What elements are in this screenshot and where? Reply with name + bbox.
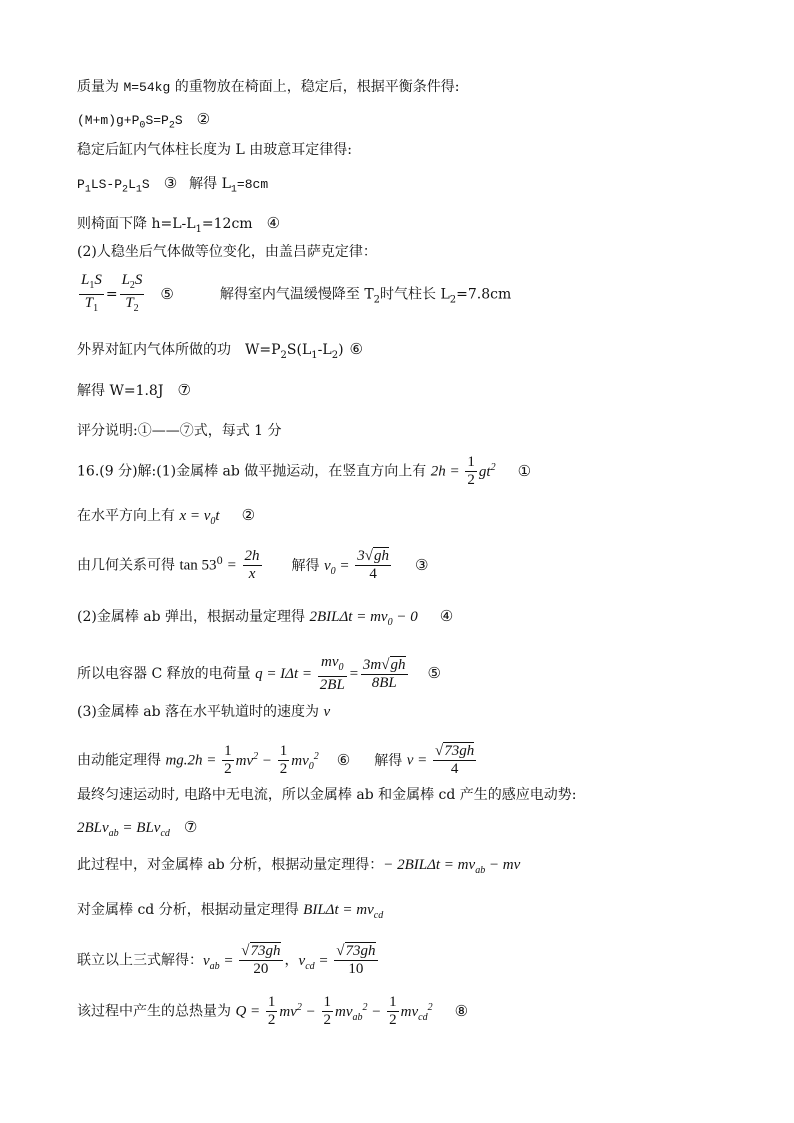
text: (3)金属棒 ab 落在水平轨道时的速度为 [77, 704, 324, 720]
equation-3 [77, 174, 268, 200]
sub: 1 [230, 184, 237, 196]
equation-marker-4: ④ [439, 607, 454, 625]
text: S [174, 113, 183, 128]
text: S [141, 177, 150, 192]
fraction: $\frac{√73gh}{20}$ [241, 943, 281, 977]
problem-16-line-1: 16.(9 分)解:(1)金属棒 ab 做平抛运动，在竖直方向上有 2h = $\frac{1}{2}$ $gt^2$ ① [77, 454, 532, 488]
problem-16-line-2: 在水平方向上有 $x = v_0t$ ② [77, 506, 256, 527]
problem-16-line-8 [77, 786, 577, 804]
text: (2)人稳坐后气体做等位变化，由盖吕萨克定律： [77, 244, 377, 260]
text: =12cm [201, 216, 253, 232]
equation-5 [77, 272, 511, 317]
equation-marker-3: ③ [415, 555, 429, 574]
text: 时气柱长 L [380, 286, 450, 303]
text: M=54kg [123, 80, 171, 95]
text: 则椅面下降 h=L-L [77, 216, 196, 232]
sub: 2 [331, 349, 339, 361]
fraction: $\frac{1}{2}$ [224, 743, 232, 777]
problem-16-line-11: 对金属棒 cd 分析，根据动量定理得 $BIL\Delta t = mv_{cd}$ [77, 902, 384, 921]
text: 稳定后缸内气体柱长度为 L 由玻意耳定律得: [77, 142, 352, 158]
text-line-1 [77, 78, 459, 97]
text: 解得 L [189, 176, 231, 192]
problem-16-line-5: 所以电容器 C 释放的电荷量 q = IΔt = $\frac{mv_0}{2BL}$ = $\frac{3m√gh}{8BL}$ ⑤ [77, 654, 441, 693]
sub: 2 [168, 120, 175, 132]
equation-4 [77, 214, 280, 239]
text: (M+m)g+P [77, 113, 140, 128]
text: 解得室内气温缓慢降至 T [219, 286, 374, 303]
text: =7.8cm [456, 286, 512, 303]
equation-marker-6: ⑥ [349, 340, 363, 358]
equation-marker-5: ⑤ [427, 664, 441, 682]
text: 所以电容器 C 释放的电荷量 [77, 666, 256, 682]
text: 对金属棒 cd 分析，根据动量定理得 [77, 902, 304, 918]
equation-2 [77, 110, 210, 136]
problem-16-line-13: 该过程中产生的总热量为 Q = $\frac{1}{2}$ $mv^2$ − $\frac{1}{2}$ $mv_{ab}^2$ − $\frac{1}{2}$ $mv_{cd}^2$ ⑧ [77, 994, 469, 1028]
text-line-3 [77, 141, 352, 159]
sub: 1 [135, 184, 142, 196]
text: 质量为 [77, 79, 124, 95]
equation-marker-1: ① [517, 461, 532, 480]
text: 该过程中产生的总热量为 [77, 1003, 236, 1020]
text: 评分说明:①——⑦式，每式 1 分 [77, 423, 282, 439]
text: 的重物放在椅面上，稳定后，根据平衡条件得: [170, 79, 460, 95]
fraction: $\frac{1}{2}$ [279, 743, 288, 777]
sub: 1 [84, 184, 91, 196]
fraction: $\frac{1}{2}$ [467, 454, 475, 488]
fraction: $\frac{3m√gh}{8BL}$ [362, 656, 406, 691]
fraction: $\frac{L_1S}{T_1}$ [81, 272, 102, 314]
text: 16.(9 分)解:(1)金属棒 ab 做平抛运动，在竖直方向上有 [77, 463, 431, 480]
text: 由几何关系可得 [77, 557, 180, 574]
text: = [105, 286, 118, 303]
fraction: $\frac{1}{2}$ [267, 994, 276, 1028]
text: 在水平方向上有 [77, 508, 180, 524]
text: 最终匀速运动时, 电路中无电流，所以金属棒 ab 和金属棒 cd 产生的感应电动势: [77, 787, 577, 803]
problem-16-line-9: 2BLv$_{ab}$ = BLv$_{cd}$ ⑦ [77, 818, 198, 839]
equation-marker-3: ③ [163, 174, 178, 192]
text: 解得 W=1.8J [77, 383, 164, 399]
text: 解得 [291, 557, 324, 574]
text: LS-P [90, 177, 123, 192]
fraction: $\frac{1}{2}$ [323, 994, 332, 1028]
text: -L [317, 342, 332, 358]
fraction: $\frac{3√gh}{4}$ [357, 548, 390, 582]
fraction: $\frac{mv_0}{2BL}$ [319, 654, 345, 693]
text: =8cm [236, 177, 269, 192]
sub: 2 [373, 294, 381, 306]
fraction: $\frac{2h}{x}$ [244, 548, 260, 582]
sub: 1 [195, 223, 202, 235]
sub: 2 [280, 349, 287, 361]
fraction: $\frac{L_2S}{T_2}$ [121, 272, 143, 314]
scoring-note [77, 422, 282, 440]
equation-marker-8: ⑧ [454, 1001, 469, 1020]
text: S(L [286, 342, 312, 358]
equation-marker-4: ④ [266, 214, 281, 232]
equation-marker-5: ⑤ [160, 284, 174, 303]
problem-16-line-7: 由动能定理得 mg.2h = $\frac{1}{2}$ $mv^2$ − $\frac{1}{2}$ $mv_0^2$ ⑥ 解得 v = $\frac{√73gh}{4}$ [77, 743, 475, 777]
text: ) [338, 342, 344, 358]
text: (2)金属棒 ab 弹出，根据动量定理得 [77, 609, 310, 625]
sub: 2 [449, 294, 457, 306]
sub: 1 [311, 349, 318, 361]
equation-marker-7: ⑦ [177, 381, 191, 399]
equation-marker-7: ⑦ [183, 818, 198, 836]
fraction: $\frac{√73gh}{10}$ [336, 943, 376, 977]
sub: 2 [122, 184, 129, 196]
equation-7 [77, 381, 191, 400]
text: 此过程中，对金属棒 ab 分析，根据动量定理得： [77, 857, 384, 873]
sub: 0 [139, 120, 146, 132]
text: P [77, 177, 85, 192]
fraction: $\frac{1}{2}$ [389, 994, 397, 1028]
problem-16-line-4: (2)金属棒 ab 弹出，根据动量定理得 $2BIL\Delta t = mv_0 - 0$ ④ [77, 607, 454, 628]
equation-marker-2: ② [241, 506, 256, 524]
problem-16-line-3: 由几何关系可得 $\tan 53^0$ = $\frac{2h}{x}$ 解得 $v_0$ = $\frac{3√gh}{4}$ ③ [77, 548, 429, 582]
fraction: $\frac{√73gh}{4}$ [434, 743, 475, 777]
text: 外界对缸内气体所做的功 W=P [77, 342, 281, 358]
problem-16-line-10: 此过程中，对金属棒 ab 分析，根据动量定理得：− $2BIL\Delta t = mv_{ab}$ − mv [77, 857, 521, 876]
problem-16-line-6: (3)金属棒 ab 落在水平轨道时的速度为 v [77, 704, 331, 720]
equation-marker-6: ⑥ [336, 750, 351, 769]
problem-16-line-12: 联立以上三式解得：$v_{ab}$ = $\frac{√73gh}{20}$ ，$v_{cd}$ = $\frac{√73gh}{10}$ [77, 943, 376, 977]
text: 由动能定理得 [77, 752, 166, 769]
text-line-6 [77, 243, 377, 261]
equation-marker-2: ② [196, 110, 211, 128]
equation-6 [77, 340, 363, 365]
text: L [128, 177, 136, 192]
text: 联立以上三式解得： [77, 952, 203, 969]
text: 解得 [374, 752, 407, 769]
text: S=P [145, 113, 169, 128]
